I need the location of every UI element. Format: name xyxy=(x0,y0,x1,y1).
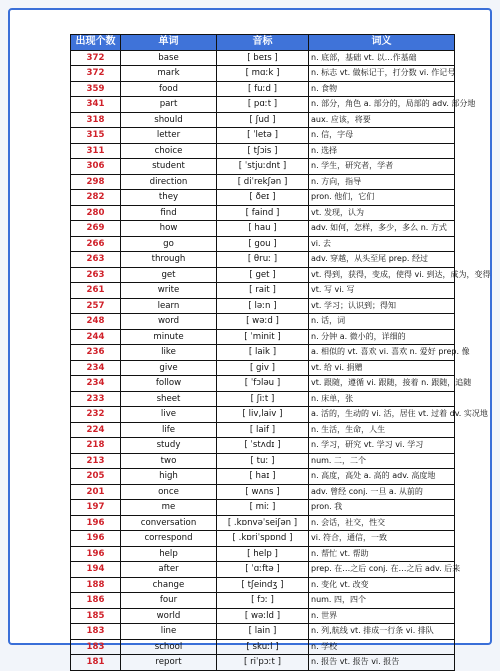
count-cell: 266 xyxy=(71,236,121,252)
meaning-cell: a. 活的，生动的 vi. 活，居住 vt. 过着 dv. 实况地 xyxy=(309,407,455,423)
phonetic-cell: [ diˈrekʃən ] xyxy=(217,174,309,190)
phonetic-cell: [ beɪs ] xyxy=(217,50,309,66)
vocabulary-table xyxy=(70,34,491,671)
count-cell: 263 xyxy=(71,267,121,283)
phonetic-cell: [ ləːn ] xyxy=(217,298,309,314)
word-cell: help xyxy=(121,546,217,562)
word-cell: two xyxy=(121,453,217,469)
word-cell: four xyxy=(121,593,217,609)
meaning-cell: n. 底部，基础 vt. 以…作基础 xyxy=(309,50,455,66)
meaning-cell: n. 学习，研究 vt. 学习 vi. 学习 xyxy=(309,438,455,454)
table-row xyxy=(71,97,455,113)
meaning-cell: vt. 学习；认识到；得知 xyxy=(309,298,455,314)
table-row xyxy=(71,81,455,97)
count-cell: 236 xyxy=(71,345,121,361)
header-phonetic: 音标 xyxy=(217,35,309,51)
table-row xyxy=(71,500,455,516)
count-cell: 282 xyxy=(71,190,121,206)
meaning-cell: prep. 在…之后 conj. 在…之后 adv. 后来 xyxy=(309,562,455,578)
meaning-cell: vt. 给 vi. 捐赠 xyxy=(309,360,455,376)
meaning-cell: n. 分钟 a. 微小的，详细的 xyxy=(309,329,455,345)
phonetic-cell: [ laif ] xyxy=(217,422,309,438)
meaning-cell: a. 相似的 vt. 喜欢 vi. 喜欢 n. 爱好 prep. 像 xyxy=(309,345,455,361)
meaning-cell: pron. 我 xyxy=(309,500,455,516)
table-row xyxy=(71,159,455,175)
word-cell: direction xyxy=(121,174,217,190)
count-cell: 261 xyxy=(71,283,121,299)
count-cell: 306 xyxy=(71,159,121,175)
word-cell: conversation xyxy=(121,515,217,531)
table-row xyxy=(71,624,455,640)
phonetic-cell: [ pɑːt ] xyxy=(217,97,309,113)
count-cell: 188 xyxy=(71,577,121,593)
count-cell: 213 xyxy=(71,453,121,469)
word-cell: learn xyxy=(121,298,217,314)
meaning-cell: n. 方向，指导 xyxy=(309,174,455,190)
word-cell: word xyxy=(121,314,217,330)
word-cell: write xyxy=(121,283,217,299)
phonetic-cell: [ riˈpɔːt ] xyxy=(217,655,309,671)
phonetic-cell: [ .kɒnvəˈseiʃən ] xyxy=(217,515,309,531)
meaning-cell: num. 四，四个 xyxy=(309,593,455,609)
count-cell: 233 xyxy=(71,391,121,407)
table-row xyxy=(71,298,455,314)
count-cell: 224 xyxy=(71,422,121,438)
phonetic-cell: [ get ] xyxy=(217,267,309,283)
count-cell: 232 xyxy=(71,407,121,423)
count-cell: 341 xyxy=(71,97,121,113)
count-cell: 372 xyxy=(71,50,121,66)
table-row xyxy=(71,267,455,283)
meaning-cell: n. 信，字母 xyxy=(309,128,455,144)
phonetic-cell: [ liv,laiv ] xyxy=(217,407,309,423)
word-cell: live xyxy=(121,407,217,423)
meaning-cell: n. 变化 vt. 改变 xyxy=(309,577,455,593)
count-cell: 185 xyxy=(71,608,121,624)
table-row xyxy=(71,112,455,128)
meaning-cell: n. 话，词 xyxy=(309,314,455,330)
word-cell: study xyxy=(121,438,217,454)
phonetic-cell: [ ðeɪ ] xyxy=(217,190,309,206)
count-cell: 197 xyxy=(71,500,121,516)
word-cell: letter xyxy=(121,128,217,144)
meaning-cell: n. 生活，生命，人生 xyxy=(309,422,455,438)
word-cell: line xyxy=(121,624,217,640)
phonetic-cell: [ wʌns ] xyxy=(217,484,309,500)
phonetic-cell: [ faind ] xyxy=(217,205,309,221)
phonetic-cell: [ tuː ] xyxy=(217,453,309,469)
meaning-cell: vt. 得到，获得，变成，使得 vi. 到达，成为，变得 xyxy=(309,267,455,283)
phonetic-cell: [ skuːl ] xyxy=(217,639,309,655)
meaning-cell: n. 帮忙 vt. 帮助 xyxy=(309,546,455,562)
phonetic-cell: [ tʃeindʒ ] xyxy=(217,577,309,593)
meaning-cell: n. 标志 vt. 做标记于，打分数 vi. 作记号 xyxy=(309,66,455,82)
header-meaning: 词义 xyxy=(309,35,455,51)
table-row xyxy=(71,422,455,438)
count-cell: 194 xyxy=(71,562,121,578)
count-cell: 280 xyxy=(71,205,121,221)
table-header-row xyxy=(71,35,455,51)
table-row xyxy=(71,50,455,66)
count-cell: 248 xyxy=(71,314,121,330)
page-frame xyxy=(8,8,492,668)
count-cell: 311 xyxy=(71,143,121,159)
meaning-cell: vi. 去 xyxy=(309,236,455,252)
count-cell: 269 xyxy=(71,221,121,237)
phonetic-cell: [ θruː ] xyxy=(217,252,309,268)
word-cell: food xyxy=(121,81,217,97)
phonetic-cell: [ ˈstjuːdnt ] xyxy=(217,159,309,175)
phonetic-cell: [ laik ] xyxy=(217,345,309,361)
table-row xyxy=(71,283,455,299)
table-row xyxy=(71,174,455,190)
count-cell: 315 xyxy=(71,128,121,144)
word-cell: base xyxy=(121,50,217,66)
table-row xyxy=(71,546,455,562)
meaning-cell: adv. 曾经 conj. 一旦 a. 从前的 xyxy=(309,484,455,500)
table-row xyxy=(71,438,455,454)
table-row xyxy=(71,205,455,221)
table-row xyxy=(71,639,455,655)
phonetic-cell: [ mɑːk ] xyxy=(217,66,309,82)
phonetic-cell: [ ʃiːt ] xyxy=(217,391,309,407)
meaning-cell: n. 世界 xyxy=(309,608,455,624)
table-row xyxy=(71,593,455,609)
phonetic-cell: [ lain ] xyxy=(217,624,309,640)
meaning-cell: n. 选择 xyxy=(309,143,455,159)
meaning-cell: n. 高度，高处 a. 高的 adv. 高度地 xyxy=(309,469,455,485)
count-cell: 196 xyxy=(71,546,121,562)
word-cell: student xyxy=(121,159,217,175)
count-cell: 196 xyxy=(71,531,121,547)
count-cell: 359 xyxy=(71,81,121,97)
phonetic-cell: [ help ] xyxy=(217,546,309,562)
count-cell: 234 xyxy=(71,360,121,376)
phonetic-cell: [ gou ] xyxy=(217,236,309,252)
table-row xyxy=(71,407,455,423)
phonetic-cell: [ ʃud ] xyxy=(217,112,309,128)
phonetic-cell: [ fuːd ] xyxy=(217,81,309,97)
table-row xyxy=(71,469,455,485)
table-row xyxy=(71,252,455,268)
word-cell: report xyxy=(121,655,217,671)
count-cell: 244 xyxy=(71,329,121,345)
meaning-cell: n. 食物 xyxy=(309,81,455,97)
count-cell: 234 xyxy=(71,376,121,392)
count-cell: 205 xyxy=(71,469,121,485)
phonetic-cell: [ hau ] xyxy=(217,221,309,237)
word-cell: follow xyxy=(121,376,217,392)
meaning-cell: n. 学校 xyxy=(309,639,455,655)
table-row xyxy=(71,531,455,547)
count-cell: 186 xyxy=(71,593,121,609)
word-cell: go xyxy=(121,236,217,252)
meaning-cell: vt. 发现，认为 xyxy=(309,205,455,221)
word-cell: choice xyxy=(121,143,217,159)
table-row xyxy=(71,655,455,671)
word-cell: school xyxy=(121,639,217,655)
table-row xyxy=(71,360,455,376)
meaning-cell: adv. 如何，怎样，多少，多么 n. 方式 xyxy=(309,221,455,237)
phonetic-cell: [ wəːd ] xyxy=(217,314,309,330)
table-row xyxy=(71,143,455,159)
word-cell: part xyxy=(121,97,217,113)
word-cell: they xyxy=(121,190,217,206)
word-cell: mark xyxy=(121,66,217,82)
meaning-cell: n. 学生，研究者，学者 xyxy=(309,159,455,175)
word-cell: like xyxy=(121,345,217,361)
word-cell: after xyxy=(121,562,217,578)
phonetic-cell: [ .kɒriˈspɒnd ] xyxy=(217,531,309,547)
word-cell: get xyxy=(121,267,217,283)
phonetic-cell: [ giv ] xyxy=(217,360,309,376)
word-cell: minute xyxy=(121,329,217,345)
word-cell: life xyxy=(121,422,217,438)
meaning-cell: n. 列,航线 vt. 排成一行条 vi. 排队 xyxy=(309,624,455,640)
table-row xyxy=(71,484,455,500)
table-row xyxy=(71,577,455,593)
meaning-cell: aux. 应该，将要 xyxy=(309,112,455,128)
phonetic-cell: [ rait ] xyxy=(217,283,309,299)
meaning-cell: vt. 写 vi. 写 xyxy=(309,283,455,299)
table-row xyxy=(71,128,455,144)
phonetic-cell: [ wəːld ] xyxy=(217,608,309,624)
word-cell: once xyxy=(121,484,217,500)
word-cell: sheet xyxy=(121,391,217,407)
word-cell: through xyxy=(121,252,217,268)
meaning-cell: n. 会话，社交，性交 xyxy=(309,515,455,531)
table-row xyxy=(71,221,455,237)
table-row xyxy=(71,453,455,469)
table-row xyxy=(71,314,455,330)
word-cell: give xyxy=(121,360,217,376)
count-cell: 183 xyxy=(71,639,121,655)
word-cell: high xyxy=(121,469,217,485)
phonetic-cell: [ tʃɔis ] xyxy=(217,143,309,159)
phonetic-cell: [ haɪ ] xyxy=(217,469,309,485)
count-cell: 181 xyxy=(71,655,121,671)
word-cell: me xyxy=(121,500,217,516)
phonetic-cell: [ ˈɑːftə ] xyxy=(217,562,309,578)
table-row xyxy=(71,66,455,82)
phonetic-cell: [ miː ] xyxy=(217,500,309,516)
count-cell: 196 xyxy=(71,515,121,531)
table-row xyxy=(71,236,455,252)
meaning-cell: pron. 他们，它们 xyxy=(309,190,455,206)
word-cell: change xyxy=(121,577,217,593)
phonetic-cell: [ ˈstʌdɪ ] xyxy=(217,438,309,454)
count-cell: 318 xyxy=(71,112,121,128)
table-row xyxy=(71,608,455,624)
table-body xyxy=(71,50,491,670)
table-row xyxy=(71,376,455,392)
count-cell: 183 xyxy=(71,624,121,640)
table-row xyxy=(71,345,455,361)
count-cell: 201 xyxy=(71,484,121,500)
table-row xyxy=(71,190,455,206)
count-cell: 298 xyxy=(71,174,121,190)
count-cell: 263 xyxy=(71,252,121,268)
count-cell: 372 xyxy=(71,66,121,82)
meaning-cell: n. 部分，角色 a. 部分的，局部的 adv. 部分地 xyxy=(309,97,455,113)
meaning-cell: n. 报告 vt. 报告 vi. 报告 xyxy=(309,655,455,671)
meaning-cell: n. 床单，张 xyxy=(309,391,455,407)
word-cell: world xyxy=(121,608,217,624)
count-cell: 218 xyxy=(71,438,121,454)
meaning-cell: adv. 穿越，从头至尾 prep. 经过 xyxy=(309,252,455,268)
header-word: 单词 xyxy=(121,35,217,51)
word-cell: how xyxy=(121,221,217,237)
phonetic-cell: [ ˈfɔləu ] xyxy=(217,376,309,392)
table-row xyxy=(71,329,455,345)
table-row xyxy=(71,562,455,578)
word-cell: should xyxy=(121,112,217,128)
meaning-cell: vi. 符合，通信，一致 xyxy=(309,531,455,547)
phonetic-cell: [ ˈletə ] xyxy=(217,128,309,144)
table-row xyxy=(71,515,455,531)
phonetic-cell: [ ˈminit ] xyxy=(217,329,309,345)
header-count: 出现个数 xyxy=(71,35,121,51)
word-cell: find xyxy=(121,205,217,221)
meaning-cell: vt. 跟随，遵循 vi. 跟随，接着 n. 跟随，追随 xyxy=(309,376,455,392)
word-cell: correspond xyxy=(121,531,217,547)
meaning-cell: num. 二，二个 xyxy=(309,453,455,469)
phonetic-cell: [ fɔː ] xyxy=(217,593,309,609)
table-row xyxy=(71,391,455,407)
count-cell: 257 xyxy=(71,298,121,314)
